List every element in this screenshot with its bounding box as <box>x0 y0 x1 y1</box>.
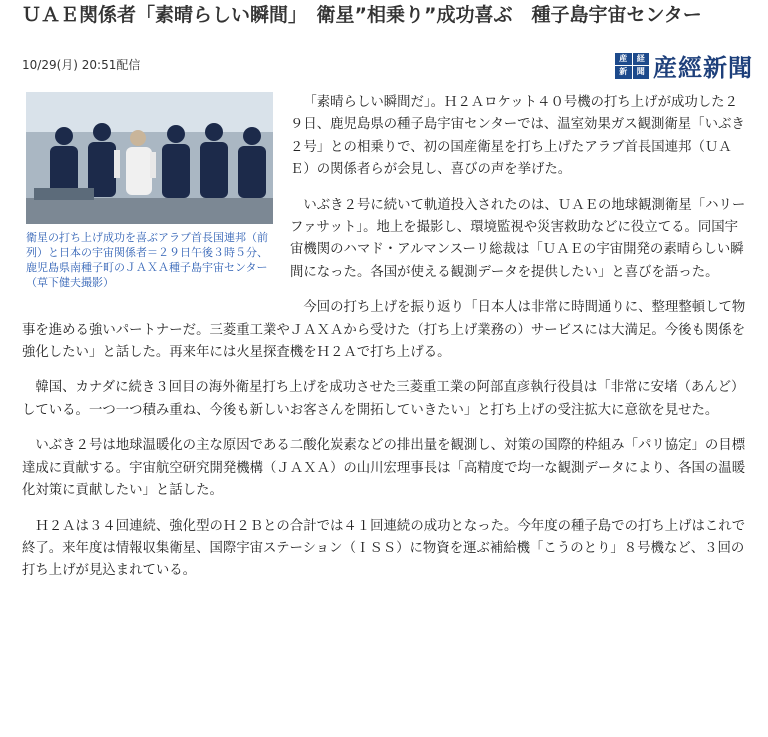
article-body <box>22 92 747 596</box>
article-paragraph: 今回の打ち上げを振り返り「日本人は非常に時間通りに、整理整頓して物事を進める強いパートナーだ。三菱重工業やＪＡＸＡから受けた（打ち上げ業務の）サービスには大満足。今後も関係を強化したい」と話した。再来年には火星探査機をＨ２Ａで打ち上げる。 <box>22 300 746 361</box>
logo-mark-char: 新 <box>615 66 632 79</box>
article-paragraph: 「素晴らしい瞬間だ」。Ｈ２Ａロケット４０号機の打ち上げが成功した２９日、鹿児島県の種子島宇宙センターでは、温室効果ガス観測衛星「いぶき２号」との相乗りで、初の国産衛星を打ち上げたアラブ首長国連邦（ＵＡＥ）の関係者らが会見し、喜びの声を挙げた。 <box>290 95 745 178</box>
logo-mark-char: 聞 <box>633 66 650 79</box>
article-meta <box>22 54 757 88</box>
publisher-name: 産經新聞 <box>653 53 753 82</box>
article-title: ＵＡＥ関係者「素晴らしい瞬間」 衛星”相乗り”成功喜ぶ 種子島宇宙センター <box>22 4 702 26</box>
publish-date: 10/29(月) 20:51配信 <box>22 58 141 72</box>
figure-spacer <box>22 92 290 314</box>
article-paragraph: Ｈ２Ａは３４回連続、強化型のＨ２Ｂとの合計では４１回連続の成功となった。今年度の種子島での打ち上げはこれで終了。来年度は情報収集衛星、国際宇宙ステーション（ＩＳＳ）に物資を運ぶ補給機「こうのとり」８号機など、３回の打ち上げが見込まれている。 <box>22 518 746 579</box>
logo-mark-char: 産 <box>615 53 632 66</box>
publisher-logo[interactable] <box>615 48 753 83</box>
article-paragraph: いぶき２号に続いて軌道投入されたのは、ＵＡＥの地球観測衛星「ハリーファサット」。地上を撮影し、環境監視や災害救助などに役立てる。同国宇宙機関のハマド・アルマンスーリ総裁は「ＵＡＥの宇宙開発の素晴らしい瞬間になった。各国が使える観測データを提供したい」と喜びを語った。 <box>290 197 746 280</box>
photo-caption: 衛星の打ち上げ成功を喜ぶアラブ首長国連邦（前列）と日本の宇宙関係者＝２９日午後３時５分、鹿児島県南種子町のＪＡＸＡ種子島宇宙センター（草下健夫撮影） <box>26 231 268 289</box>
article-paragraph: いぶき２号は地球温暖化の主な原因である二酸化炭素などの排出量を観測し、対策の国際的枠組み「パリ協定」の目標達成に貢献する。宇宙航空研究開発機構（ＪＡＸＡ）の山川宏理事長は「高精度で均一な観測データにより、各国の温暖化対策に貢献したい」と話した。 <box>22 438 746 499</box>
logo-mark-char: 経 <box>633 53 650 66</box>
sankei-logo-icon <box>615 53 649 79</box>
article-paragraph: 韓国、カナダに続き３回目の海外衛星打ち上げを成功させた三菱重工業の阿部直彦執行役員は「非常に安堵（あんど）している。一つ一つ積み重ね、今後も新しいお客さんを開拓していきたい」と打ち上げの受注拡大に意欲を見せた。 <box>22 380 745 418</box>
